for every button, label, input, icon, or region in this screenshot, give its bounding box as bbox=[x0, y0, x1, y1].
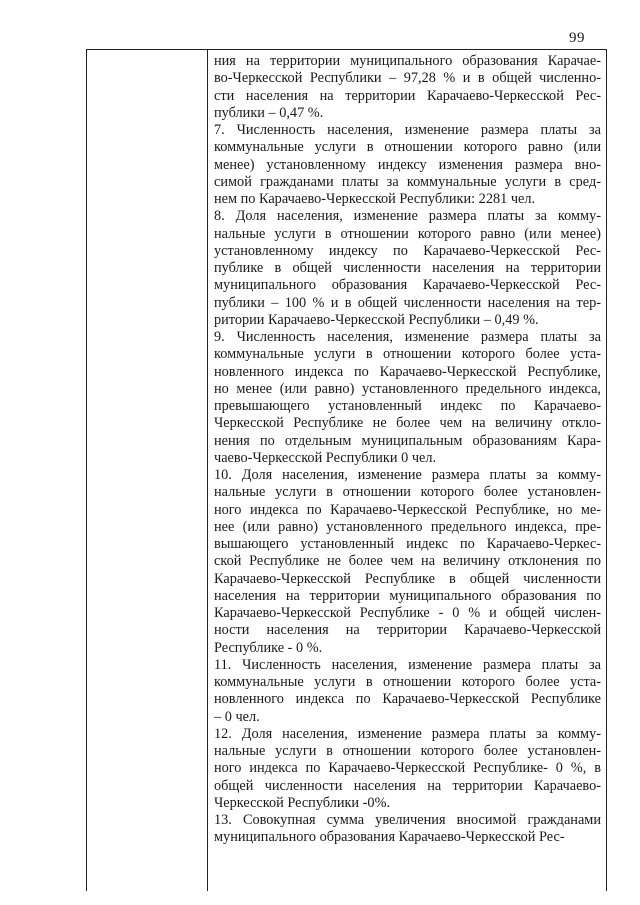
paragraph bbox=[214, 329, 601, 467]
text-line: ритории Карачаево-Черкесской Республики – 0,49 %. bbox=[214, 311, 539, 328]
page-number: 99 bbox=[569, 30, 585, 46]
text-line: ного индекса по Карачаево-Черкесской Республике, но ме- bbox=[214, 501, 601, 518]
paragraph bbox=[214, 467, 601, 657]
text-line: установленному индексу по Карачаево-Черкесской Рес- bbox=[214, 242, 601, 259]
text-line: нальные услуги в отношении которого более установлен- bbox=[214, 484, 601, 501]
text-line: ного индекса по Карачаево-Черкесской Республике- 0 %, в bbox=[214, 760, 601, 777]
text-line: 9. Численность населения, изменение размера платы за bbox=[214, 329, 601, 345]
text-line: нальные услуги в отношении которого более установлен- bbox=[214, 743, 601, 759]
text-line: муниципального образования Карачаево-Черкесской Рес- bbox=[214, 277, 601, 294]
text-line: ния на территории муниципального образования Карачае- bbox=[214, 53, 601, 69]
text-line: 13. Совокупная сумма увеличения вносимой гражданами bbox=[214, 812, 601, 828]
text-line: коммунальные услуги в отношении которого более уста- bbox=[214, 346, 601, 363]
text-line: новленного индекса по Карачаево-Черкесской Республике, bbox=[214, 363, 601, 380]
table-right-cell bbox=[208, 50, 606, 891]
text-line: публике в общей численности населения на территории bbox=[214, 260, 601, 276]
text-line: нения по отдельным муниципальным образованиям Кара- bbox=[214, 432, 601, 449]
text-line: нальные услуги в отношении которого равно (или менее) bbox=[214, 225, 601, 242]
text-line: – 0 чел. bbox=[214, 708, 260, 725]
text-line: Республике - 0 %. bbox=[214, 639, 323, 656]
paragraph bbox=[214, 657, 601, 726]
paragraph bbox=[214, 53, 601, 122]
paragraph bbox=[214, 208, 601, 329]
text-line: Черкесской Республике не более чем на величину откло- bbox=[214, 415, 601, 432]
paragraph bbox=[214, 726, 601, 812]
text-line: Карачаево-Черкесской Республике в общей численности bbox=[214, 570, 601, 587]
text-line: ности населения на территории Карачаево-Черкесской bbox=[214, 622, 601, 639]
text-line: вышающего установленный индекс по Карачаево-Черкес- bbox=[214, 536, 601, 552]
text-line: коммунальные услуги в отношении которого более уста- bbox=[214, 674, 601, 690]
text-line: 11. Численность населения, изменение размера платы за bbox=[214, 656, 601, 673]
table-left-cell bbox=[87, 50, 208, 891]
text-line: сти населения на территории Карачаево-Черкесской Рес- bbox=[214, 87, 601, 104]
text-line: Карачаево-Черкесской Республике - 0 % и общей числен- bbox=[214, 605, 601, 621]
text-line: коммунальные услуги в отношении которого равно (или bbox=[214, 139, 601, 156]
text-line: 10. Доля населения, изменение размера платы за комму- bbox=[214, 467, 601, 483]
paragraph bbox=[214, 812, 601, 847]
text-line: муниципального образования Карачаево-Черкесской Рес- bbox=[214, 829, 565, 846]
text-line: симой гражданами платы за коммунальные услуги в сред- bbox=[214, 173, 601, 190]
text-line: но менее (или равно) установленного предельного индекса, bbox=[214, 380, 601, 397]
text-line: менее) установленному индексу изменения размера вно- bbox=[214, 156, 601, 173]
text-line: нее (или равно) установленного предельного индекса, пре- bbox=[214, 518, 601, 535]
text-line: во-Черкесской Республики – 97,28 % и в общей численно- bbox=[214, 70, 601, 87]
text-line: чаево-Черкесской Республики 0 чел. bbox=[214, 449, 437, 466]
text-line: общей численности населения на территории Карачаево- bbox=[214, 777, 601, 794]
text-line: населения на территории муниципального образования по bbox=[214, 587, 601, 604]
text-line: нем по Карачаево-Черкесской Республики: 2281 чел. bbox=[214, 191, 536, 207]
text-line: публики – 0,47 %. bbox=[214, 104, 324, 121]
text-line: 12. Доля населения, изменение размера платы за комму- bbox=[214, 725, 601, 742]
paragraph bbox=[214, 122, 601, 208]
document-table bbox=[86, 49, 607, 891]
text-line: публики – 100 % и в общей численности населения на тер- bbox=[214, 294, 601, 311]
text-line: превышающего установленный индекс по Карачаево- bbox=[214, 398, 601, 414]
text-line: ской Республике не более чем на величину отклонения по bbox=[214, 553, 601, 570]
text-line: 7. Численность населения, изменение размера платы за bbox=[214, 122, 601, 138]
text-line: 8. Доля населения, изменение размера платы за комму- bbox=[214, 208, 601, 225]
text-line: Черкесской Республики -0%. bbox=[214, 794, 391, 811]
text-line: новленного индекса по Карачаево-Черкесской Республике bbox=[214, 691, 601, 708]
